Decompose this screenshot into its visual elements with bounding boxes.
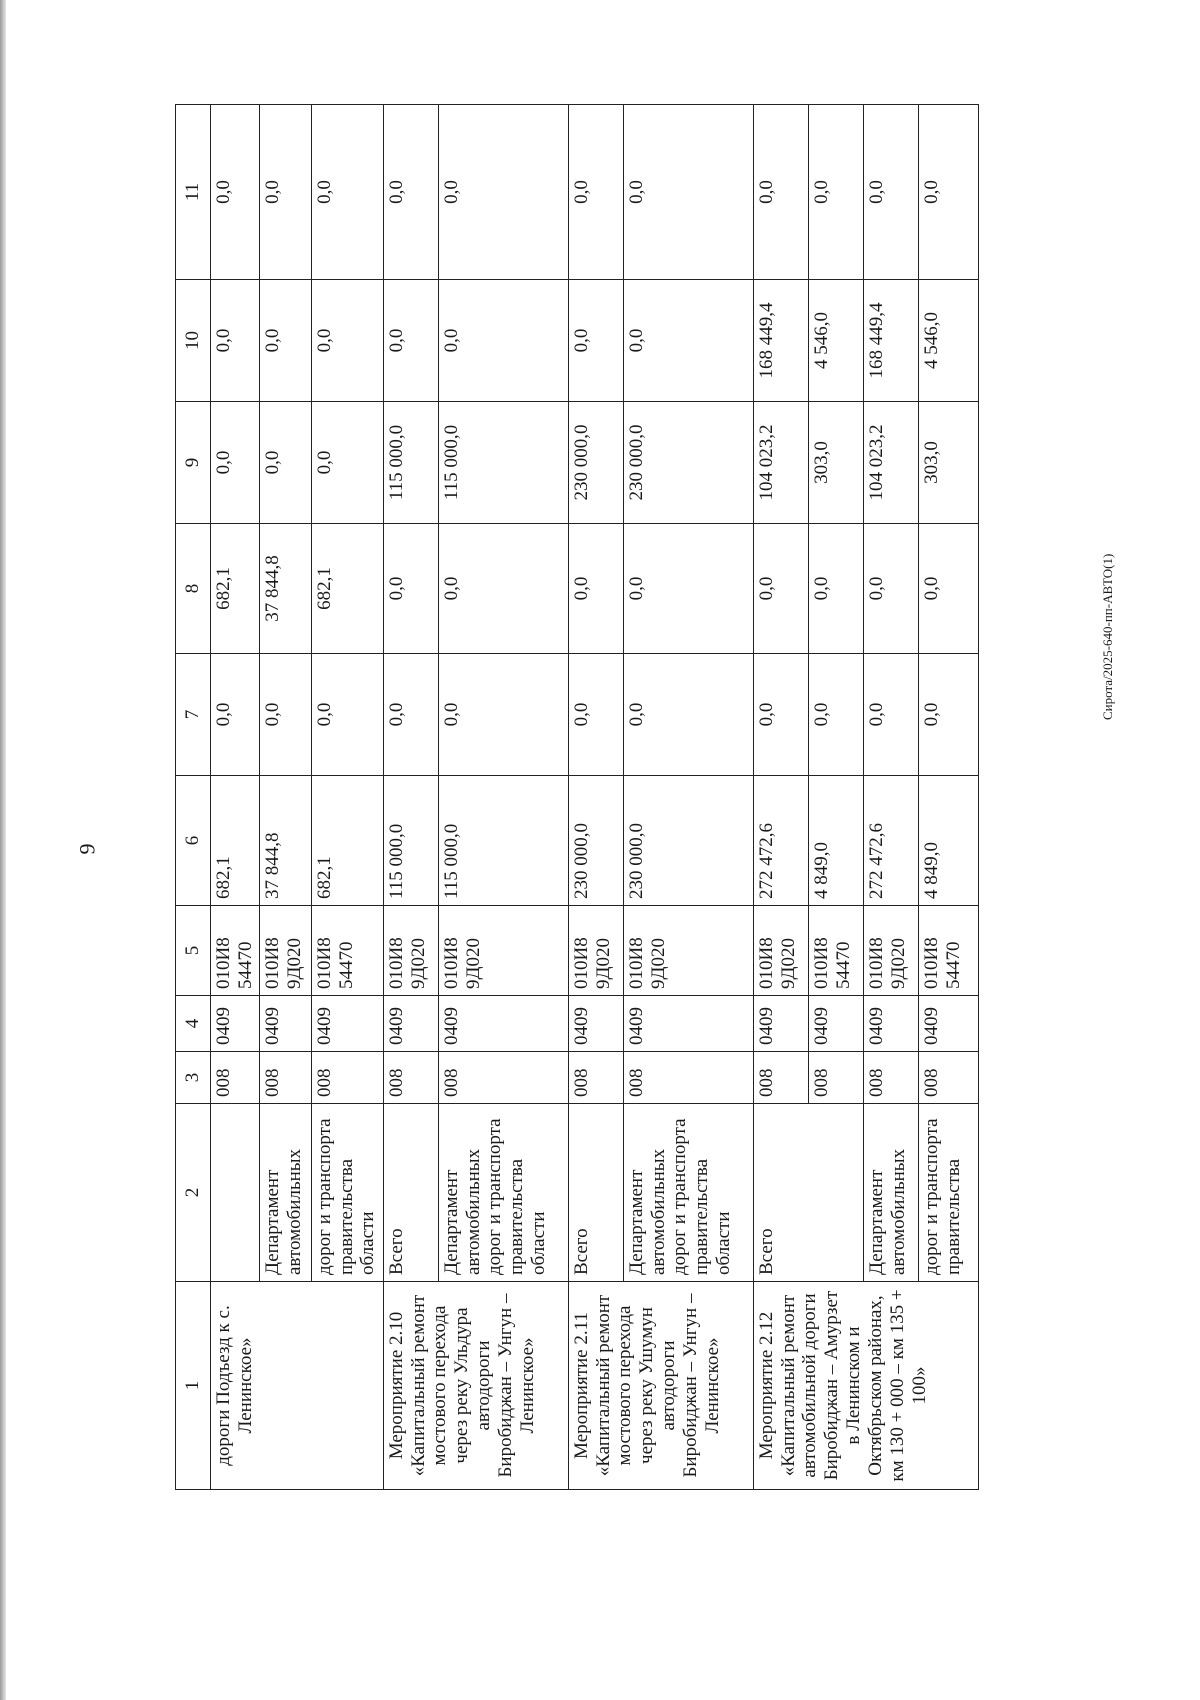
executor-cell (211, 1104, 260, 1282)
value-cell: 0,0 (311, 402, 383, 524)
value-cell: 682,1 (211, 776, 260, 906)
value-cell: 0,0 (311, 280, 383, 402)
code-cell: 010И8 9Д020 (438, 906, 568, 996)
value-cell: 115 000,0 (438, 402, 568, 524)
value-cell: 0,0 (259, 280, 311, 402)
value-cell: 0,0 (211, 654, 260, 776)
code-cell: 0409 (311, 996, 383, 1052)
value-cell: 4 546,0 (918, 280, 978, 402)
executor-cell: Всего (753, 1104, 863, 1282)
code-cell: 0409 (863, 996, 918, 1052)
table-row (211, 105, 260, 1490)
value-cell: 0,0 (568, 654, 623, 776)
code-cell: 0409 (438, 996, 568, 1052)
value-cell: 0,0 (808, 654, 863, 776)
header-cell: 2 (176, 1104, 211, 1282)
value-cell: 37 844,8 (259, 776, 311, 906)
code-cell: 0409 (568, 996, 623, 1052)
header-cell: 6 (176, 776, 211, 906)
value-cell: 0,0 (623, 105, 753, 280)
value-cell: 230 000,0 (568, 402, 623, 524)
value-cell: 168 449,4 (863, 280, 918, 402)
code-cell: 0409 (211, 996, 260, 1052)
code-cell: 008 (211, 1052, 260, 1104)
header-cell: 8 (176, 524, 211, 654)
value-cell: 0,0 (568, 280, 623, 402)
executor-cell: Департамент автомобильных дорог и транспорта правительства области (438, 1104, 568, 1282)
executor-cell: Департамент автомобильных дорог и транспорта правительства области (623, 1104, 753, 1282)
value-cell: 0,0 (259, 105, 311, 280)
value-cell: 0,0 (383, 280, 438, 402)
event-cell: Мероприятие 2.11 «Капитальный ремонт мостового перехода через реку Ушумун автодороги Биробиджан – Унгун – Ленинское» (568, 1282, 753, 1490)
rotated-table-container (175, 105, 1190, 1490)
value-cell: 0,0 (211, 402, 260, 524)
budget-table (175, 104, 979, 1490)
value-cell: 682,1 (311, 524, 383, 654)
event-cell: Мероприятие 2.12 «Капитальный ремонт автомобильной дороги Биробиджан – Амурзет в Ленинском и Октябрьском районах, км 130 + 000 – км 135 + 100» (753, 1282, 978, 1490)
value-cell: 4 849,0 (918, 776, 978, 906)
value-cell: 0,0 (568, 105, 623, 280)
value-cell: 0,0 (753, 654, 808, 776)
header-cell: 10 (176, 280, 211, 402)
code-cell: 010И8 9Д020 (568, 906, 623, 996)
value-cell: 37 844,8 (259, 524, 311, 654)
code-cell: 010И8 9Д020 (383, 906, 438, 996)
value-cell: 0,0 (383, 524, 438, 654)
value-cell: 272 472,6 (753, 776, 808, 906)
value-cell: 0,0 (918, 524, 978, 654)
table-row (753, 105, 808, 1490)
code-cell: 010И8 9Д020 (623, 906, 753, 996)
value-cell: 0,0 (623, 654, 753, 776)
document-footer: Сирота/2025-640-пп-АВТО(1) (1100, 553, 1115, 720)
header-cell: 1 (176, 1282, 211, 1490)
executor-cell: Департамент автомобильных (863, 1104, 918, 1282)
value-cell: 303,0 (918, 402, 978, 524)
value-cell: 0,0 (211, 105, 260, 280)
value-cell: 0,0 (918, 105, 978, 280)
code-cell: 008 (259, 1052, 311, 1104)
code-cell: 008 (808, 1052, 863, 1104)
value-cell: 0,0 (863, 524, 918, 654)
value-cell: 104 023,2 (863, 402, 918, 524)
code-cell: 008 (918, 1052, 978, 1104)
header-cell: 7 (176, 654, 211, 776)
code-cell: 010И8 9Д020 (259, 906, 311, 996)
header-cell: 11 (176, 105, 211, 280)
code-cell: 0409 (808, 996, 863, 1052)
value-cell: 115 000,0 (438, 776, 568, 906)
value-cell: 0,0 (623, 280, 753, 402)
code-cell: 010И8 54470 (311, 906, 383, 996)
value-cell: 303,0 (808, 402, 863, 524)
value-cell: 0,0 (863, 105, 918, 280)
page-number: 9 (74, 843, 100, 855)
header-cell: 4 (176, 996, 211, 1052)
value-cell: 0,0 (753, 524, 808, 654)
value-cell: 0,0 (753, 105, 808, 280)
value-cell: 0,0 (438, 654, 568, 776)
table-row (383, 105, 438, 1490)
code-cell: 0409 (623, 996, 753, 1052)
value-cell: 230 000,0 (623, 402, 753, 524)
code-cell: 008 (623, 1052, 753, 1104)
header-cell: 3 (176, 1052, 211, 1104)
value-cell: 4 849,0 (808, 776, 863, 906)
value-cell: 272 472,6 (863, 776, 918, 906)
code-cell: 0409 (383, 996, 438, 1052)
value-cell: 0,0 (383, 105, 438, 280)
event-cell: Мероприятие 2.10 «Капитальный ремонт мостового перехода через реку Ульдура автодороги Биробиджан – Унгун – Ленинское» (383, 1282, 568, 1490)
value-cell: 168 449,4 (753, 280, 808, 402)
code-cell: 010И8 9Д020 (863, 906, 918, 996)
executor-cell: Департамент автомобильных (259, 1104, 311, 1282)
scan-edge (0, 0, 6, 1700)
executor-cell: Всего (383, 1104, 438, 1282)
code-cell: 010И8 54470 (211, 906, 260, 996)
table-row (568, 105, 623, 1490)
value-cell: 0,0 (438, 105, 568, 280)
code-cell: 008 (383, 1052, 438, 1104)
value-cell: 4 546,0 (808, 280, 863, 402)
value-cell: 0,0 (808, 105, 863, 280)
code-cell: 0409 (918, 996, 978, 1052)
value-cell: 0,0 (211, 280, 260, 402)
value-cell: 104 023,2 (753, 402, 808, 524)
value-cell: 0,0 (438, 280, 568, 402)
code-cell: 008 (438, 1052, 568, 1104)
table-header-row (176, 105, 211, 1490)
code-cell: 010И8 54470 (918, 906, 978, 996)
value-cell: 0,0 (623, 524, 753, 654)
value-cell: 0,0 (438, 524, 568, 654)
code-cell: 008 (863, 1052, 918, 1104)
event-cell: дороги Подъезд к с. Ленинское» (211, 1282, 384, 1490)
executor-cell: Всего (568, 1104, 623, 1282)
code-cell: 0409 (753, 996, 808, 1052)
value-cell: 0,0 (259, 654, 311, 776)
value-cell: 682,1 (311, 776, 383, 906)
code-cell: 0409 (259, 996, 311, 1052)
code-cell: 008 (568, 1052, 623, 1104)
code-cell: 010И8 54470 (808, 906, 863, 996)
value-cell: 682,1 (211, 524, 260, 654)
value-cell: 0,0 (568, 524, 623, 654)
value-cell: 0,0 (259, 402, 311, 524)
value-cell: 0,0 (383, 654, 438, 776)
header-cell: 5 (176, 906, 211, 996)
value-cell: 0,0 (808, 524, 863, 654)
code-cell: 008 (753, 1052, 808, 1104)
value-cell: 230 000,0 (623, 776, 753, 906)
value-cell: 115 000,0 (383, 402, 438, 524)
executor-cell: дорог и транспорта правительства (918, 1104, 978, 1282)
header-cell: 9 (176, 402, 211, 524)
code-cell: 010И8 9Д020 (753, 906, 808, 996)
code-cell: 008 (311, 1052, 383, 1104)
executor-cell: дорог и транспорта правительства области (311, 1104, 383, 1282)
value-cell: 0,0 (311, 654, 383, 776)
value-cell: 230 000,0 (568, 776, 623, 906)
value-cell: 0,0 (918, 654, 978, 776)
value-cell: 115 000,0 (383, 776, 438, 906)
value-cell: 0,0 (863, 654, 918, 776)
value-cell: 0,0 (311, 105, 383, 280)
